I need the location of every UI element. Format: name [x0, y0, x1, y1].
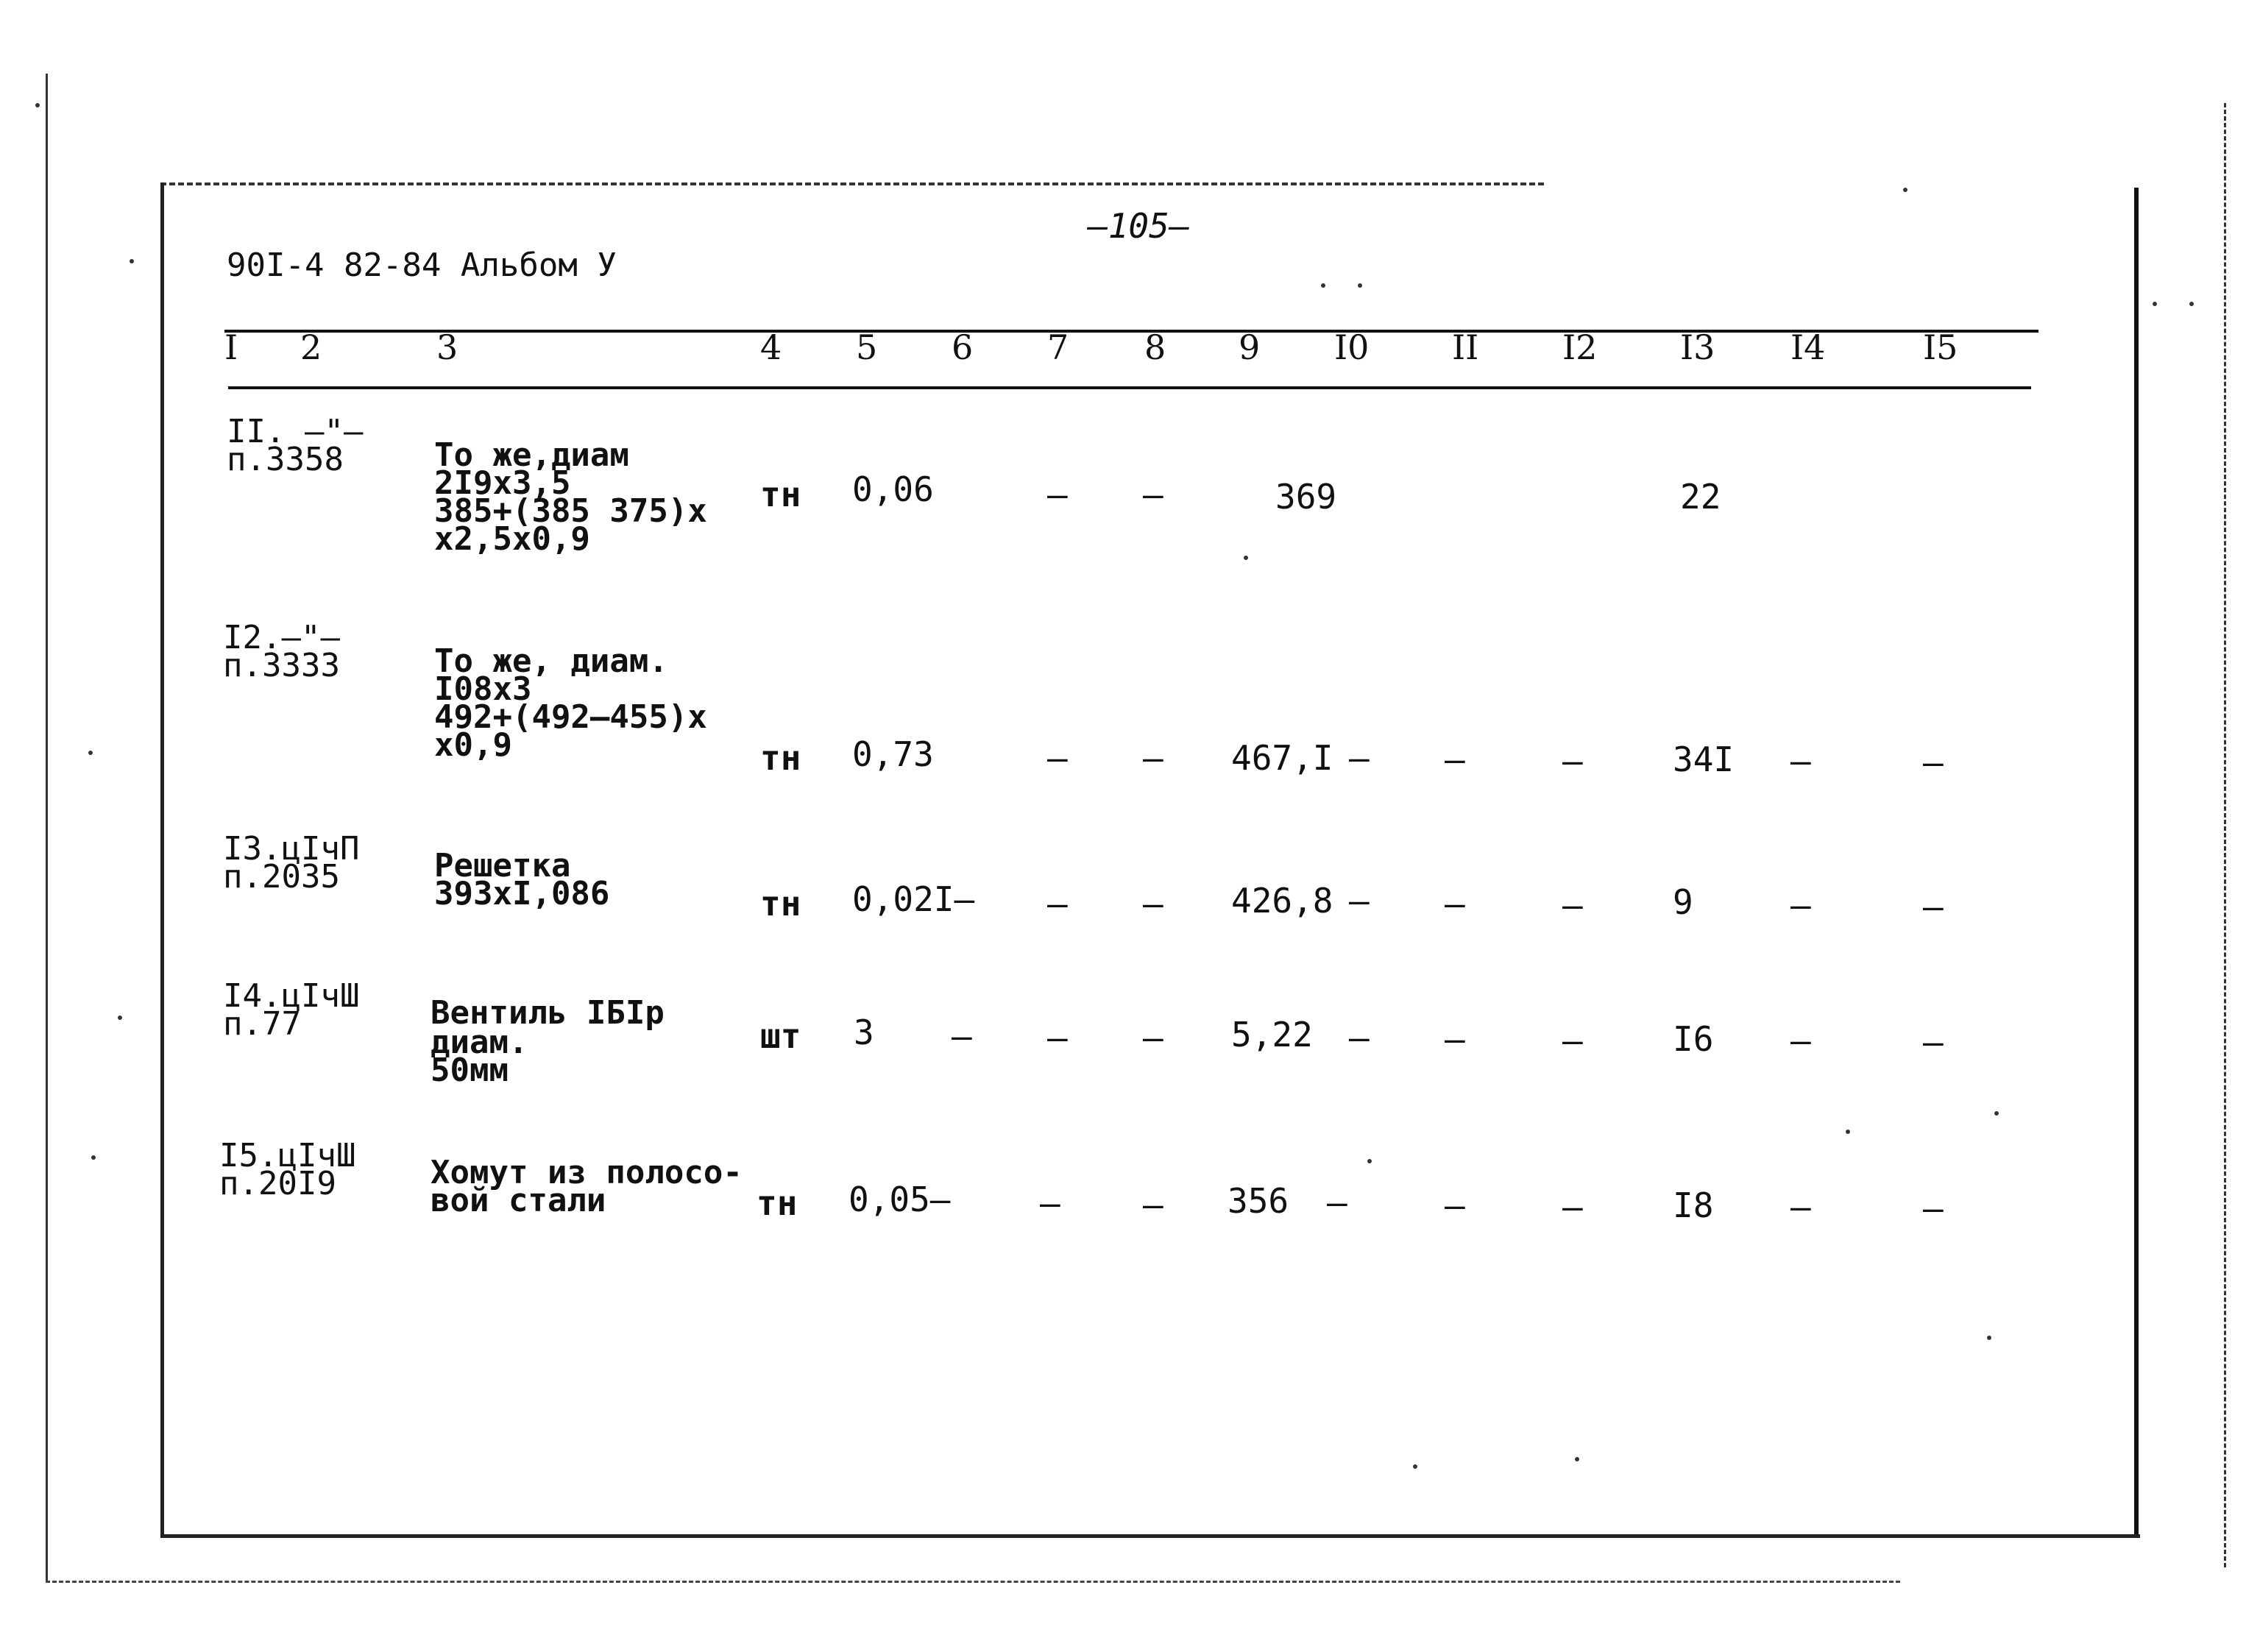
frame-top	[160, 182, 1544, 185]
row-5-ref-line-1: I5.цIчШ	[219, 1137, 356, 1174]
frame-right	[2134, 188, 2139, 1538]
column-header-7: 7	[1047, 327, 1069, 367]
row-3-col-7: –	[1047, 884, 1068, 924]
header-rule-top	[224, 330, 2038, 333]
outer-frame-bottom	[46, 1581, 1900, 1583]
row-4-col-7: –	[1047, 1018, 1068, 1057]
header-rule-bottom	[228, 386, 2031, 389]
row-1-desc-line-1: То же,диам	[434, 436, 629, 474]
row-2-desc-line-1: То же, диам.	[434, 642, 668, 680]
row-2-col-14: –	[1790, 741, 1811, 781]
row-1-col-5: 0,06	[852, 469, 934, 509]
row-2-desc-line-4: x0,9	[434, 726, 512, 764]
row-2-unit: тн	[760, 738, 801, 778]
column-header-8: 8	[1144, 327, 1166, 367]
column-header-2: 2	[300, 327, 322, 367]
row-1-desc-line-2: 2I9x3,5	[434, 464, 571, 502]
row-2-col-10: –	[1349, 738, 1370, 778]
row-5-desc-line-2: вой стали	[431, 1182, 606, 1219]
row-5-col-11: –	[1445, 1185, 1465, 1225]
row-3-col-13: 9	[1673, 882, 1693, 922]
row-5-col-14: –	[1790, 1187, 1811, 1227]
row-3-col-15: –	[1923, 887, 1944, 926]
row-4-col-15: –	[1923, 1022, 1944, 1062]
outer-frame-left	[46, 74, 48, 1581]
column-header-1: I	[224, 327, 238, 367]
row-2-col-7: –	[1047, 738, 1068, 778]
column-header-3: 3	[436, 327, 458, 367]
scan-speck	[1413, 1464, 1417, 1469]
column-header-14: I4	[1790, 327, 1826, 367]
row-1-ref-line-1: II. –"–	[227, 413, 364, 450]
row-2-ref-line-2: п.3333	[223, 647, 340, 684]
scan-speck	[1903, 188, 1907, 192]
scan-speck	[1244, 556, 1248, 560]
scan-speck	[1994, 1111, 1999, 1116]
row-5-col-8: –	[1143, 1185, 1163, 1224]
row-1-ref-line-2: п.3358	[227, 441, 344, 478]
column-header-12: I2	[1562, 327, 1598, 367]
row-5-desc-line-1: Хомут из полосо-	[431, 1154, 743, 1191]
row-3-col-10: –	[1349, 881, 1370, 921]
scan-speck	[1575, 1457, 1579, 1461]
row-3-col-5: 0,02I–	[852, 879, 975, 919]
column-header-15: I5	[1923, 327, 1958, 367]
row-1-desc-line-3: 385+(385 375)x	[434, 492, 707, 530]
scan-speck	[118, 1015, 122, 1020]
row-2-col-11: –	[1445, 740, 1465, 779]
row-4-col-11: –	[1445, 1019, 1465, 1059]
row-2-col-13: 34I	[1673, 740, 1735, 779]
row-3-col-12: –	[1562, 885, 1583, 925]
row-1-col-13: 22	[1680, 477, 1721, 517]
row-2-col-5: 0,73	[852, 734, 934, 774]
row-4-col-8: –	[1143, 1018, 1163, 1057]
row-4-ref-line-2: п.77	[223, 1005, 301, 1043]
row-1-col-8: –	[1143, 475, 1163, 514]
column-header-9: 9	[1239, 327, 1261, 367]
page-number: –105–	[1088, 206, 1190, 246]
row-5-ref-line-2: п.20I9	[219, 1165, 336, 1202]
scan-speck	[1358, 283, 1362, 288]
scan-speck	[1367, 1159, 1372, 1163]
row-4-unit: шт	[760, 1016, 801, 1056]
row-5-col-7: –	[1040, 1183, 1060, 1223]
row-5-col-9: 356	[1228, 1181, 1289, 1221]
row-5-col-15: –	[1923, 1188, 1944, 1228]
column-header-5: 5	[856, 327, 878, 367]
row-3-col-11: –	[1445, 884, 1465, 924]
row-4-col-6: –	[952, 1016, 972, 1056]
row-4-desc-line-2: диам.	[431, 1024, 528, 1061]
row-4-desc-line-3: 50мм	[431, 1052, 509, 1089]
row-2-desc-line-3: 492+(492–455)x	[434, 698, 707, 736]
row-5-col-5: 0,05–	[849, 1180, 951, 1219]
scan-speck	[2189, 302, 2194, 306]
scan-speck	[1321, 283, 1325, 288]
row-2-ref-line-1: I2.–"–	[223, 619, 340, 656]
row-3-col-9: 426,8	[1231, 881, 1333, 921]
row-3-desc-line-1: Решетка	[434, 847, 571, 885]
scan-speck	[88, 751, 93, 755]
row-4-ref-line-1: I4.цIчШ	[223, 977, 360, 1015]
outer-frame-right	[2224, 103, 2226, 1567]
row-2-col-12: –	[1562, 741, 1583, 781]
row-4-col-12: –	[1562, 1021, 1583, 1060]
column-header-13: I3	[1680, 327, 1715, 367]
row-4-col-13: I6	[1673, 1019, 1714, 1059]
row-4-col-5: 3	[854, 1013, 874, 1052]
row-3-col-8: –	[1143, 884, 1163, 924]
row-3-col-14: –	[1790, 885, 1811, 925]
frame-bottom	[160, 1534, 2140, 1538]
scan-speck	[130, 259, 134, 263]
column-header-10: I0	[1334, 327, 1370, 367]
column-header-4: 4	[760, 327, 782, 367]
row-3-ref-line-1: I3.цIчП	[223, 830, 360, 868]
row-1-col-9: 369	[1275, 477, 1337, 517]
scan-speck	[35, 103, 40, 107]
row-4-desc-line-1: Вентиль IБIр	[431, 994, 665, 1032]
row-3-unit: тн	[760, 884, 801, 924]
row-3-ref-line-2: п.2035	[223, 858, 340, 896]
frame-left	[160, 182, 164, 1536]
scan-speck	[2153, 302, 2157, 306]
row-5-col-13: I8	[1673, 1185, 1714, 1225]
row-5-col-10: –	[1327, 1183, 1347, 1222]
row-3-desc-line-2: 393xI,086	[434, 875, 610, 912]
row-2-col-8: –	[1143, 738, 1163, 778]
row-4-col-10: –	[1349, 1018, 1370, 1057]
row-4-col-14: –	[1790, 1021, 1811, 1060]
document-code: 90I-4 82-84 Альбом У	[227, 247, 617, 284]
row-1-desc-line-4: x2,5x0,9	[434, 520, 590, 558]
scan-speck	[1987, 1336, 1991, 1340]
scan-speck	[91, 1155, 96, 1160]
column-header-6: 6	[952, 327, 974, 367]
row-2-desc-line-2: I08x3	[434, 670, 532, 708]
scan-speck	[1846, 1130, 1850, 1134]
row-5-unit: тн	[757, 1183, 798, 1223]
column-header-11: II	[1452, 327, 1479, 367]
row-4-col-9: 5,22	[1231, 1015, 1313, 1054]
row-1-unit: тн	[760, 475, 801, 514]
row-2-col-15: –	[1923, 742, 1944, 782]
row-2-col-9: 467,I	[1231, 738, 1333, 778]
row-5-col-12: –	[1562, 1187, 1583, 1227]
row-1-col-7: –	[1047, 475, 1068, 514]
